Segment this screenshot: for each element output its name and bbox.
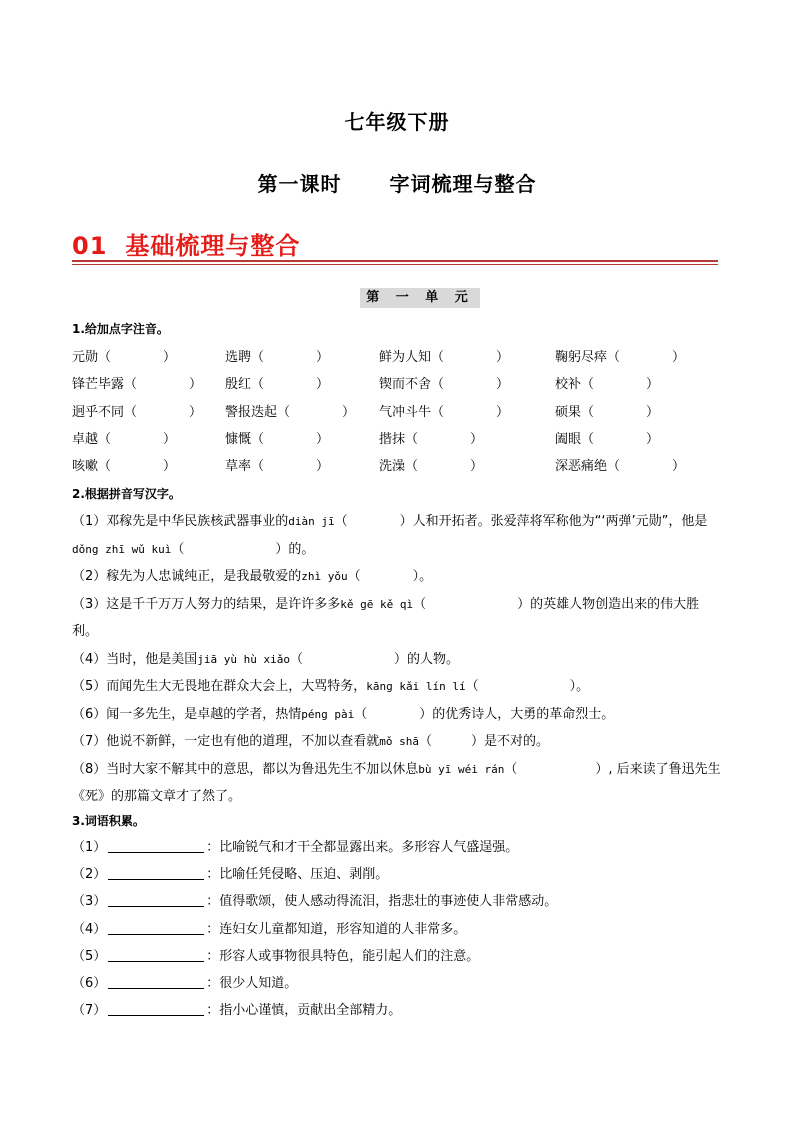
item-number: （5）: [72, 948, 107, 964]
item-text: （ ）的优秀诗人，大勇的革命烈士。: [354, 706, 615, 722]
item-text: （1）邓稼先是中华民族核武器事业的: [72, 514, 289, 529]
word-blank: 阖眼（ ）: [555, 431, 660, 447]
pinyin: diàn jī: [288, 515, 335, 528]
item-text: （ ）人和开拓者。张爱萍将军称他为“‘两弹’元勋”，他是: [334, 514, 708, 529]
item-text: （ ）的英雄人物创造出来的伟大胜利。: [72, 596, 700, 639]
item-text: （7）他说不新鲜，一定也有他的道理，不加以查看就: [72, 734, 380, 749]
lesson-number: 第一课时: [257, 172, 342, 196]
word-blank: 锋芒毕露（ ）: [72, 377, 203, 393]
word-blank: 深恶痛绝（ ）: [555, 459, 686, 475]
list-item: [72, 646, 722, 674]
answer-blank[interactable]: [108, 922, 204, 935]
list-item: [72, 728, 722, 756]
item-number: （4）: [72, 921, 107, 937]
item-number: （2）: [72, 867, 107, 883]
item-number: （6）: [72, 975, 107, 991]
pinyin: zhì yǒu: [301, 570, 348, 583]
item-number: （7）: [72, 1003, 107, 1019]
grid-row: [72, 373, 732, 400]
word-blank: 慷慨（ ）: [225, 431, 330, 447]
item-text: （6）闻一多先生，是卓越的学者，热情: [72, 706, 302, 722]
word-blank: 草率（ ）: [225, 459, 330, 475]
word-blank: 鞠躬尽瘁（ ）: [555, 350, 686, 365]
pinyin: kě gē kě qì: [340, 597, 414, 611]
pinyin-to-hanzi-list: [72, 508, 722, 811]
list-item: [72, 999, 722, 1026]
section-divider-thick: [72, 260, 718, 262]
pinyin: bù yī wéi rán: [418, 762, 505, 776]
list-item: [72, 945, 722, 972]
word-blank: 卓越（ ）: [72, 431, 177, 447]
pinyin: jiā yù hù xiǎo: [197, 652, 290, 666]
item-text: （ ）。: [465, 679, 590, 694]
list-item: [72, 972, 722, 999]
answer-blank[interactable]: [108, 894, 204, 907]
list-item: [72, 673, 722, 701]
grid-row: [72, 346, 732, 373]
answer-blank[interactable]: [108, 949, 204, 962]
unit-label: 第 一 单 元: [360, 288, 480, 308]
word-blank: 咳嗽（ ）: [72, 459, 177, 475]
item-text: （4）当时，他是美国: [72, 651, 198, 667]
section-number: 01: [72, 232, 108, 260]
question-1-title: 1.给加点字注音。: [72, 322, 169, 336]
question-3-title: 3.词语积累。: [72, 814, 145, 828]
pinyin: mǒ shā: [379, 735, 420, 748]
word-blank: 警报迭起（ ）: [225, 404, 356, 420]
item-number: （3）: [72, 894, 107, 910]
definition-text: ：很少人知道。: [206, 975, 298, 991]
item-text: （8）当时大家不解其中的意思，都以为鲁迅先生不加以休息: [72, 761, 419, 777]
list-item: [72, 591, 722, 646]
word-blank: 锲而不舍（ ）: [379, 377, 510, 393]
word-blank: 洗澡（ ）: [379, 459, 484, 475]
grade-title: 七年级下册: [344, 110, 450, 134]
item-text: （5）而闻先生大无畏地在群众大会上，大骂特务，: [72, 679, 367, 694]
item-text: （ ）是不对的。: [419, 734, 550, 749]
vocabulary-list: [72, 836, 722, 1026]
definition-text: ：形容人或事物很具特色，能引起人们的注意。: [206, 948, 480, 964]
answer-blank[interactable]: [108, 1003, 204, 1016]
word-blank: 鲜为人知（ ）: [379, 350, 510, 365]
list-item: [72, 508, 722, 563]
definition-text: ：连妇女儿童都知道，形容知道的人非常多。: [206, 921, 467, 937]
grid-row: [72, 401, 732, 428]
item-text: （ ）的。: [171, 541, 315, 557]
definition-text: ：值得歌颂，使人感动得流泪，指悲壮的事迹使人非常感动。: [206, 894, 558, 910]
section-title: 基础梳理与整合: [125, 232, 301, 260]
list-item: [72, 890, 722, 917]
word-blank: 揩抹（ ）: [379, 431, 484, 447]
word-blank: 元勋（ ）: [72, 350, 177, 365]
word-blank: 选聘（ ）: [225, 350, 330, 365]
answer-blank[interactable]: [108, 867, 204, 880]
item-text: （3）这是千千万万人努力的结果，是许许多多: [72, 596, 341, 612]
list-item: [72, 701, 722, 729]
list-item: [72, 918, 722, 945]
pinyin-annotation-grid: [72, 346, 732, 482]
word-blank: 校补（ ）: [555, 377, 660, 393]
answer-blank[interactable]: [108, 840, 204, 853]
lesson-title: [0, 168, 794, 197]
list-item: [72, 836, 722, 863]
section-divider-thin: [72, 264, 718, 265]
definition-text: ：比喻锐气和才干全都显露出来。多形容人气盛逞强。: [206, 840, 519, 855]
item-number: （1）: [72, 840, 107, 855]
section-heading: [72, 226, 300, 261]
word-blank: 殷红（ ）: [225, 377, 330, 393]
pinyin: dǒng zhī wǔ kuì: [72, 542, 172, 556]
definition-text: ：比喻任凭侵略、压迫、剥削。: [206, 867, 389, 883]
item-text: （ ）的人物。: [290, 651, 460, 667]
question-2-title: 2.根据拼音写汉字。: [72, 487, 181, 501]
item-text: （ ）。: [347, 569, 433, 584]
list-item: [72, 756, 722, 811]
word-blank: 硕果（ ）: [555, 404, 660, 420]
list-item: [72, 863, 722, 890]
word-blank: 迥乎不同（ ）: [72, 404, 203, 420]
pinyin: kāng kǎi lín lí: [366, 680, 466, 693]
grid-row: [72, 428, 732, 455]
lesson-topic: 字词梳理与整合: [389, 172, 537, 196]
list-item: [72, 563, 722, 591]
grid-row: [72, 455, 732, 482]
definition-text: ：指小心谨慎，贡献出全部精力。: [206, 1003, 402, 1019]
pinyin: péng pài: [301, 707, 355, 721]
item-text: （ ）, 后来读了鲁迅先生《死》的那篇文章才了然了。: [72, 761, 721, 804]
item-text: （2）稼先为人忠诚纯正，是我最敬爱的: [72, 569, 302, 584]
answer-blank[interactable]: [108, 976, 204, 989]
word-blank: 气冲斗牛（ ）: [379, 404, 510, 420]
